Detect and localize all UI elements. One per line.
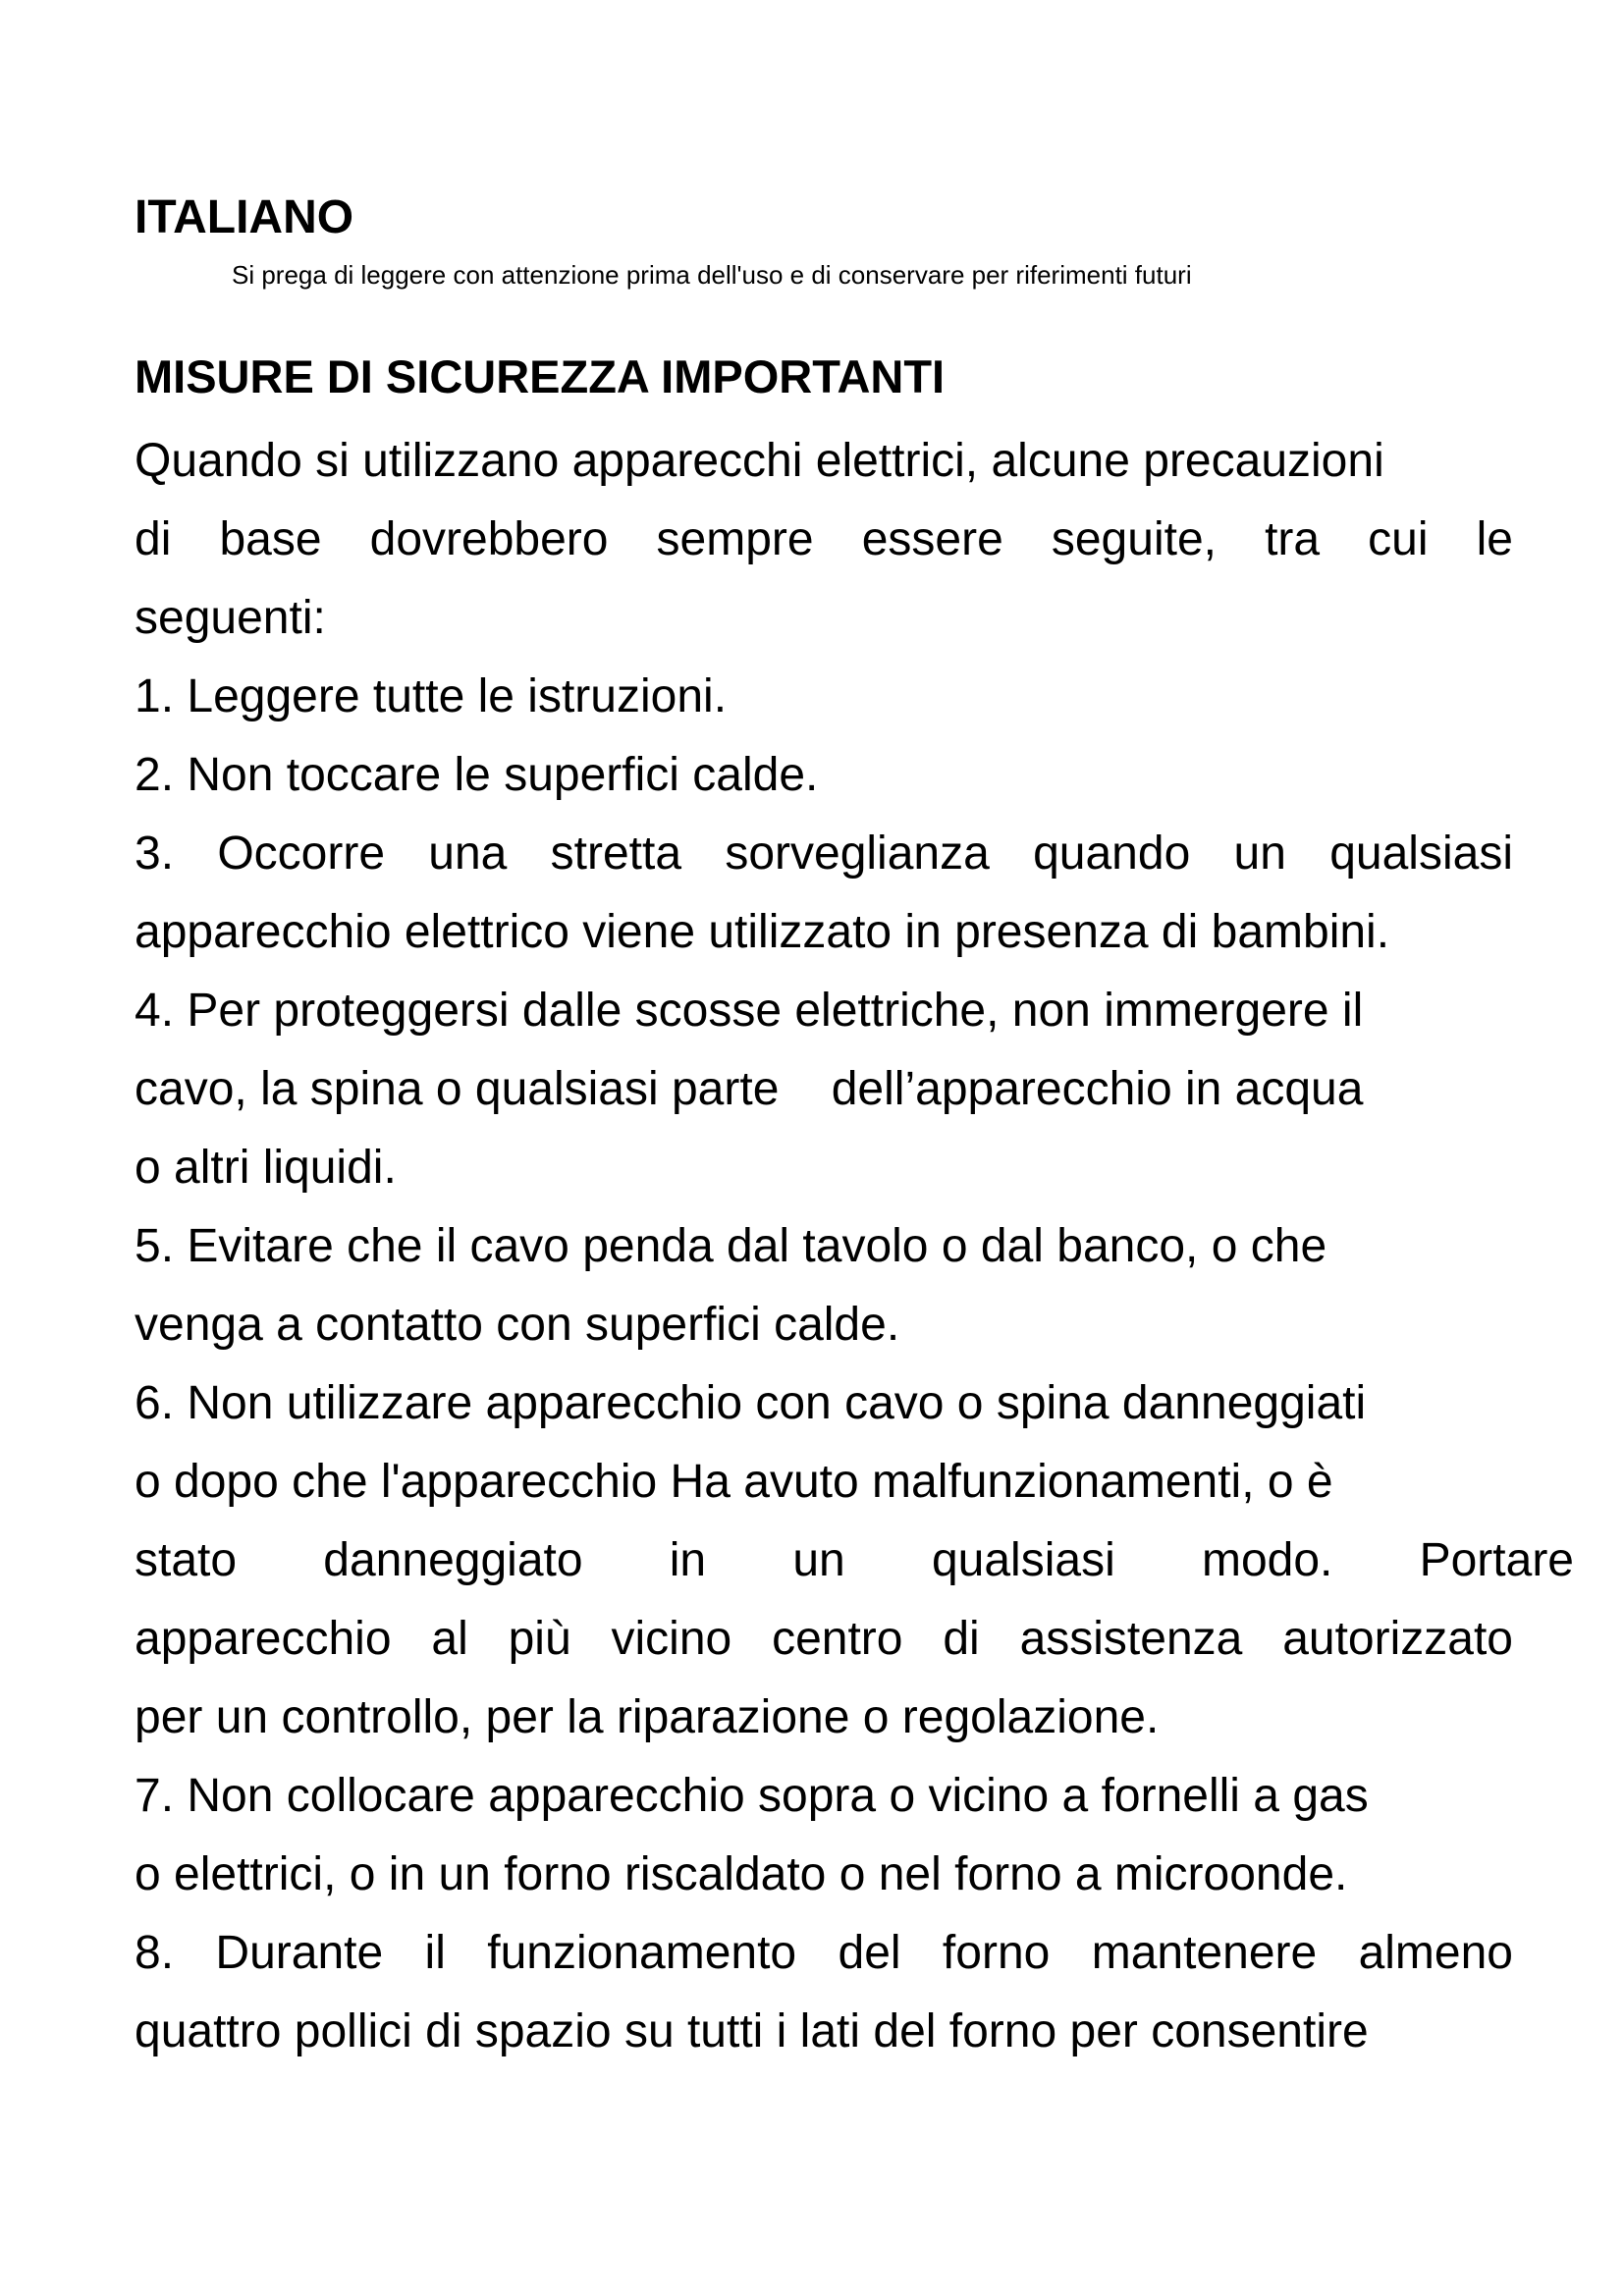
- body-line: o altri liquidi.: [135, 1142, 397, 1194]
- list-item-2: 2. Non toccare le superfici calde.: [135, 749, 819, 801]
- list-item-5: 5. Evitare che il cavo penda dal tavolo o dal banco, o che: [135, 1220, 1327, 1272]
- body-line: cavo, la spina o qualsiasi parte dell’apparecchio in acqua: [135, 1063, 1364, 1115]
- list-item-3: 3. Occorre una stretta sorveglianza quando un qualsiasi: [135, 828, 1513, 880]
- body-line: per un controllo, per la riparazione o regolazione.: [135, 1691, 1160, 1743]
- list-item-8: 8. Durante il funzionamento del forno mantenere almeno: [135, 1927, 1513, 1979]
- section-title: MISURE DI SICUREZZA IMPORTANTI: [135, 350, 946, 402]
- body-line: apparecchio elettrico viene utilizzato in presenza di bambini.: [135, 906, 1390, 958]
- body-line: quattro pollici di spazio su tutti i lati del forno per consentire: [135, 2005, 1369, 2057]
- reading-notice: Si prega di leggere con attenzione prima dell'uso e di conservare per riferimenti futuri: [232, 260, 1192, 290]
- body-line: apparecchio al più vicino centro di assistenza autorizzato: [135, 1613, 1513, 1665]
- language-heading: ITALIANO: [135, 191, 354, 243]
- body-line: stato danneggiato in un qualsiasi modo. Portare: [135, 1534, 1574, 1586]
- body-line: di base dovrebbero sempre essere seguite, tra cui le: [135, 513, 1513, 565]
- body-line: o elettrici, o in un forno riscaldato o nel forno a microonde.: [135, 1848, 1348, 1900]
- body-line: venga a contatto con superfici calde.: [135, 1299, 900, 1351]
- list-item-6: 6. Non utilizzare apparecchio con cavo o spina danneggiati: [135, 1377, 1367, 1429]
- body-line: Quando si utilizzano apparecchi elettrici, alcune precauzioni: [135, 435, 1384, 487]
- list-item-1: 1. Leggere tutte le istruzioni.: [135, 670, 728, 722]
- list-item-7: 7. Non collocare apparecchio sopra o vicino a fornelli a gas: [135, 1770, 1369, 1822]
- body-line: o dopo che l'apparecchio Ha avuto malfunzionamenti, o è: [135, 1456, 1333, 1508]
- list-item-4: 4. Per proteggersi dalle scosse elettriche, non immergere il: [135, 985, 1364, 1037]
- body-line: seguenti:: [135, 592, 326, 644]
